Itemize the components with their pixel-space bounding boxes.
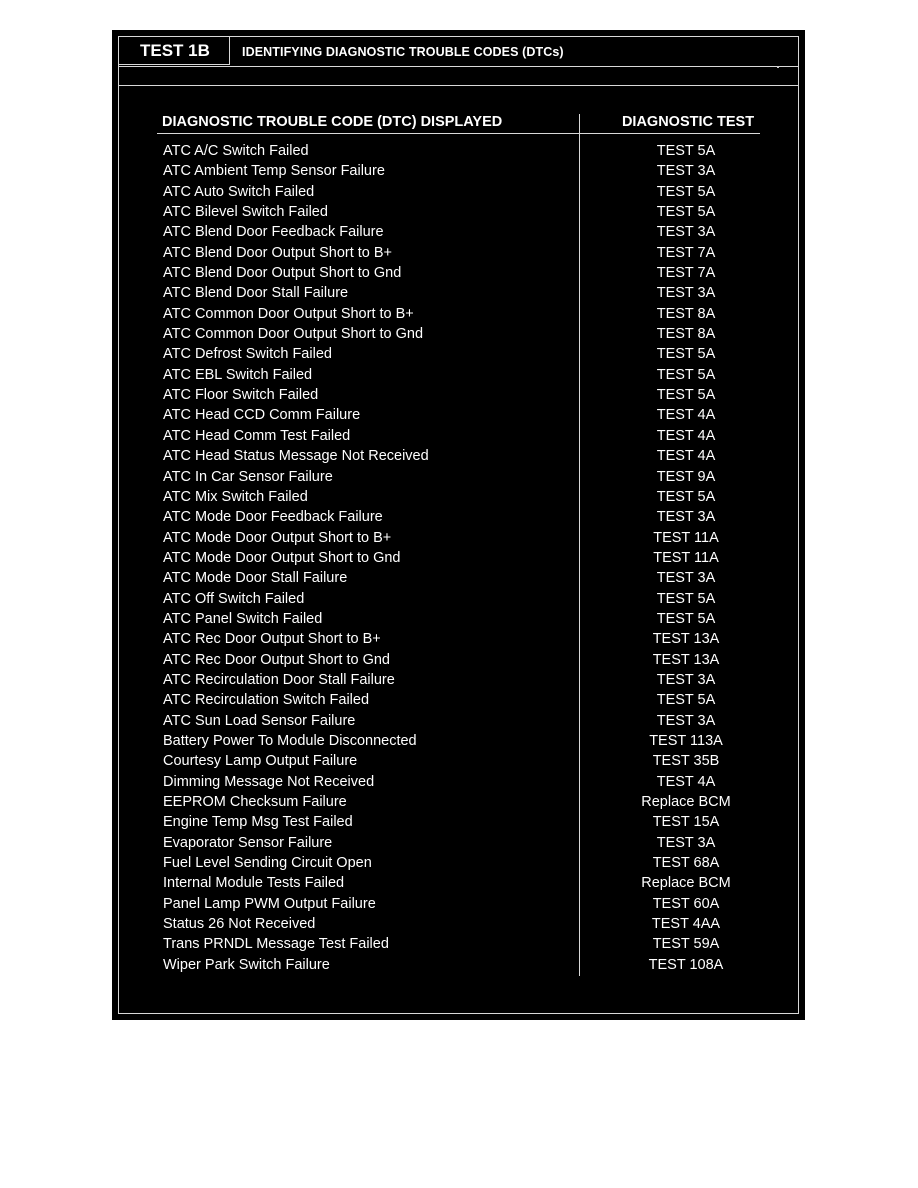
dtc-name: ATC Common Door Output Short to B+	[163, 305, 414, 322]
diagnostic-test: TEST 68A	[652, 855, 720, 872]
dtc-name: ATC Recirculation Door Stall Failure	[163, 671, 395, 688]
table-row	[112, 873, 805, 893]
table-row	[112, 405, 805, 425]
table-row	[112, 263, 805, 283]
dtc-name: Trans PRNDL Message Test Failed	[163, 936, 389, 953]
column-header-dtc: DIAGNOSTIC TROUBLE CODE (DTC) DISPLAYED	[162, 114, 503, 130]
dtc-name: Dimming Message Not Received	[163, 773, 375, 790]
diagnostic-test: TEST 108A	[648, 956, 724, 973]
table-row	[112, 385, 805, 405]
table-row	[112, 528, 805, 548]
table-row	[112, 812, 805, 832]
table-row	[112, 487, 805, 507]
table-row	[112, 446, 805, 466]
dtc-name: ATC Rec Door Output Short to Gnd	[163, 651, 390, 668]
dtc-name: ATC Blend Door Output Short to Gnd	[163, 265, 402, 282]
table-row	[112, 222, 805, 242]
diagnostic-test: TEST 3A	[656, 509, 716, 526]
table-row	[112, 589, 805, 609]
dtc-name: ATC Blend Door Feedback Failure	[163, 224, 384, 241]
diagnostic-test: TEST 3A	[656, 671, 716, 688]
table-row	[112, 568, 805, 588]
dtc-name: ATC Mode Door Output Short to B+	[163, 529, 392, 546]
dtc-name: Engine Temp Msg Test Failed	[163, 814, 353, 831]
table-row	[112, 141, 805, 161]
dtc-name: ATC In Car Sensor Failure	[163, 468, 333, 485]
diagnostic-test: TEST 3A	[656, 834, 716, 851]
test-number-label: TEST 1B	[118, 36, 230, 65]
dtc-table-body	[112, 141, 805, 975]
table-row	[112, 934, 805, 954]
dtc-name: ATC Mode Door Feedback Failure	[163, 509, 383, 526]
diagnostic-test: TEST 59A	[652, 936, 720, 953]
table-row	[112, 507, 805, 527]
diagnostic-test: TEST 3A	[656, 285, 716, 302]
diagnostic-test: TEST 4AA	[651, 916, 721, 933]
column-header-test: DIAGNOSTIC TEST	[621, 114, 755, 130]
table-row	[112, 283, 805, 303]
dtc-name: Courtesy Lamp Output Failure	[163, 753, 358, 770]
dtc-name: ATC Ambient Temp Sensor Failure	[163, 163, 385, 180]
table-row	[112, 426, 805, 446]
diagnostic-test: TEST 5A	[656, 387, 716, 404]
dtc-name: Fuel Level Sending Circuit Open	[163, 855, 372, 872]
dtc-name: ATC Blend Door Stall Failure	[163, 285, 349, 302]
diagnostic-test: TEST 5A	[656, 366, 716, 383]
diagnostic-test: TEST 4A	[656, 407, 716, 424]
table-row	[112, 182, 805, 202]
dtc-name: ATC Sun Load Sensor Failure	[163, 712, 356, 729]
diagnostic-test: TEST 11A	[653, 529, 719, 546]
dtc-name: ATC Panel Switch Failed	[163, 610, 323, 627]
table-row	[112, 161, 805, 181]
table-row	[112, 365, 805, 385]
table-row	[112, 344, 805, 364]
dtc-name: Internal Module Tests Failed	[163, 875, 345, 892]
diagnostic-test: TEST 3A	[656, 224, 716, 241]
diagnostic-test: TEST 15A	[652, 814, 720, 831]
dtc-name: Evaporator Sensor Failure	[163, 834, 333, 851]
dtc-name: ATC Auto Switch Failed	[163, 183, 315, 200]
header-divider-lower	[118, 85, 799, 86]
table-row	[112, 751, 805, 771]
diagnostic-test: TEST 3A	[656, 163, 716, 180]
diagnostic-test: TEST 5A	[656, 692, 716, 709]
dtc-name: ATC Defrost Switch Failed	[163, 346, 332, 363]
dtc-name: ATC A/C Switch Failed	[163, 143, 309, 159]
diagnostic-test: TEST 13A	[652, 651, 720, 668]
dtc-name: ATC Mode Door Stall Failure	[163, 570, 348, 587]
table-row	[112, 690, 805, 710]
column-header-underline	[157, 133, 760, 134]
table-row	[112, 609, 805, 629]
speck-mark	[777, 66, 779, 68]
diagnostic-test: TEST 8A	[656, 326, 716, 343]
diagnostic-test: Replace BCM	[641, 794, 731, 810]
dtc-name: ATC Bilevel Switch Failed	[163, 204, 328, 221]
diagnostic-test: TEST 35B	[652, 753, 720, 770]
diagnostic-test: TEST 113A	[649, 732, 723, 749]
dtc-name: Wiper Park Switch Failure	[163, 956, 330, 973]
diagnostic-test: TEST 5A	[656, 143, 716, 159]
table-row	[112, 711, 805, 731]
diagnostic-test: TEST 5A	[656, 590, 716, 607]
dtc-name: EEPROM Checksum Failure	[163, 794, 347, 810]
dtc-name: ATC Common Door Output Short to Gnd	[163, 326, 424, 343]
table-row	[112, 914, 805, 934]
diagnostic-test: TEST 5A	[656, 488, 716, 505]
table-row	[112, 629, 805, 649]
table-row	[112, 650, 805, 670]
header-row	[118, 36, 799, 66]
diagnostic-test: TEST 5A	[656, 204, 716, 221]
table-row	[112, 772, 805, 792]
dtc-name: ATC Mix Switch Failed	[163, 488, 308, 505]
diagnostic-test: TEST 3A	[656, 712, 716, 729]
table-row	[112, 202, 805, 222]
diagnostic-test: TEST 5A	[656, 610, 716, 627]
dtc-name: ATC Off Switch Failed	[163, 590, 305, 607]
table-row	[112, 548, 805, 568]
table-row	[112, 853, 805, 873]
dtc-document-panel	[112, 30, 805, 1020]
table-row	[112, 243, 805, 263]
diagnostic-test: TEST 7A	[656, 244, 716, 261]
table-row	[112, 467, 805, 487]
dtc-name: Battery Power To Module Disconnected	[163, 732, 417, 749]
page-title: IDENTIFYING DIAGNOSTIC TROUBLE CODES (DTCs)	[242, 45, 564, 59]
diagnostic-test: TEST 8A	[656, 305, 716, 322]
diagnostic-test: TEST 5A	[656, 346, 716, 363]
diagnostic-test: TEST 3A	[656, 570, 716, 587]
table-row	[112, 955, 805, 975]
dtc-name: ATC Floor Switch Failed	[163, 387, 319, 404]
table-row	[112, 792, 805, 812]
dtc-name: ATC Head Comm Test Failed	[163, 427, 351, 444]
table-row	[112, 670, 805, 690]
dtc-name: Status 26 Not Received	[163, 916, 316, 933]
diagnostic-test: TEST 9A	[656, 468, 716, 485]
header-divider	[118, 66, 799, 67]
diagnostic-test: Replace BCM	[641, 875, 731, 892]
table-row	[112, 894, 805, 914]
dtc-name: ATC EBL Switch Failed	[163, 366, 313, 383]
dtc-name: ATC Head CCD Comm Failure	[163, 407, 361, 424]
table-row	[112, 324, 805, 344]
diagnostic-test: TEST 4A	[656, 427, 716, 444]
dtc-name: ATC Head Status Message Not Received	[163, 448, 429, 465]
diagnostic-test: TEST 13A	[652, 631, 720, 648]
dtc-name: ATC Blend Door Output Short to B+	[163, 244, 393, 261]
diagnostic-test: TEST 4A	[656, 448, 716, 465]
table-row	[112, 833, 805, 853]
diagnostic-test: TEST 60A	[652, 895, 720, 912]
dtc-name: ATC Recirculation Switch Failed	[163, 692, 370, 709]
diagnostic-test: TEST 4A	[656, 773, 716, 790]
table-row	[112, 731, 805, 751]
diagnostic-test: TEST 7A	[656, 265, 716, 282]
table-row	[112, 304, 805, 324]
diagnostic-test: TEST 5A	[656, 183, 716, 200]
dtc-name: ATC Rec Door Output Short to B+	[163, 631, 381, 648]
dtc-name: Panel Lamp PWM Output Failure	[163, 895, 376, 912]
diagnostic-test: TEST 11A	[653, 549, 719, 566]
dtc-name: ATC Mode Door Output Short to Gnd	[163, 549, 401, 566]
